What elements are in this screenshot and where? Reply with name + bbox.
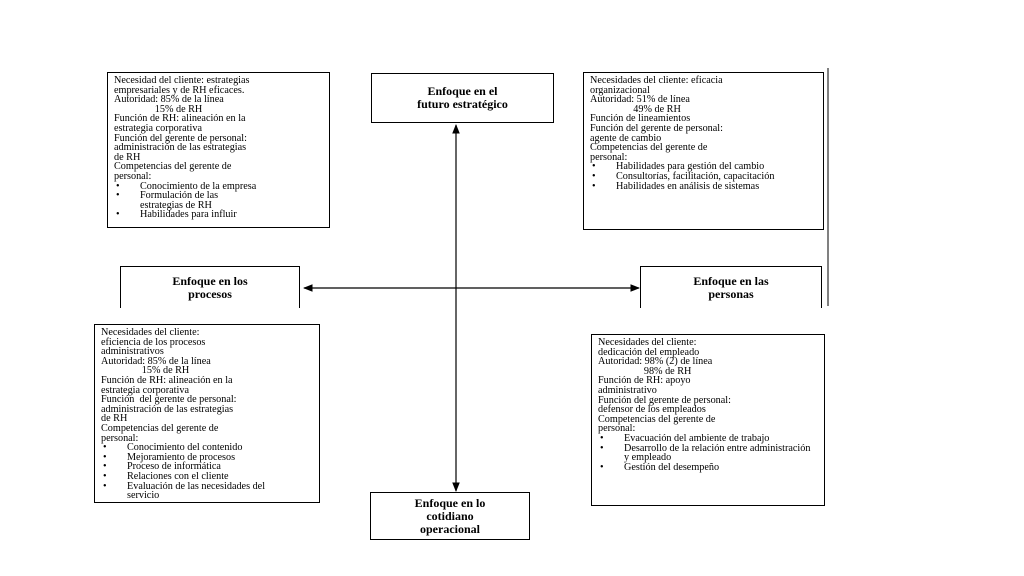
focus-box-strategic (371, 73, 554, 123)
competency-list (590, 162, 800, 191)
list-item-label: Conocimiento del contenido (127, 442, 243, 454)
info-line: Función del gerente de personal: (590, 122, 723, 134)
list-item-label: Evacuación del ambiente de trabajo (624, 432, 770, 444)
bullet-icon: • (116, 190, 120, 202)
list-item-label: Formulación de las estrategias de RH (140, 190, 219, 211)
list-item-label: Habilidades en análisis de sistemas (616, 180, 760, 192)
info-line: personal: (590, 151, 628, 163)
quadrant-lines (590, 76, 817, 162)
focus-operational-line1: Enfoque en lo (414, 495, 486, 510)
info-line: defensor de los empleados (598, 404, 706, 416)
info-line: administrativos (101, 346, 164, 358)
list-item-label: Proceso de informática (127, 461, 221, 473)
list-item-label: Evaluación de las necesidades del servicio (127, 480, 266, 502)
list-item (598, 444, 814, 463)
info-line: Función de RH: alineación en la (101, 374, 233, 386)
focus-box-operational (370, 492, 530, 540)
info-line: Autoridad: 85% de la línea (101, 355, 211, 367)
info-line: empresariales y de RH eficaces. (114, 84, 245, 96)
info-line: 49% de RH (590, 103, 681, 115)
list-item (590, 182, 800, 192)
focus-operational-line2: cotidiano (426, 508, 474, 523)
focus-processes-line1: Enfoque en los (172, 273, 248, 288)
info-line: Competencias del gerente de (598, 413, 716, 425)
focus-strategic-line2: futuro estratégico (417, 97, 508, 111)
list-item-label: Habilidades para gestión del cambio (616, 161, 765, 173)
bullet-icon: • (103, 470, 107, 482)
competency-list (114, 182, 310, 220)
bullet-icon: • (600, 461, 604, 473)
bullet-icon: • (600, 432, 604, 444)
info-line: organizacional (590, 84, 650, 96)
quadrant-lines (598, 338, 818, 434)
info-line: eficiencia de los procesos (101, 336, 206, 348)
list-item (114, 191, 260, 210)
info-line: Función de lineamientos (590, 113, 691, 125)
info-line: Función de RH: alineación en la (114, 113, 246, 125)
focus-people-line1: Enfoque en las (693, 273, 769, 288)
focus-people-line2: personas (708, 286, 754, 301)
bullet-icon: • (103, 451, 107, 463)
info-line: Necesidades del cliente: eficacia (590, 75, 723, 86)
bullet-icon: • (116, 209, 120, 221)
info-line: personal: (598, 423, 636, 435)
list-item-label: Conocimiento de la empresa (140, 180, 257, 192)
info-line: 98% de RH (598, 365, 692, 377)
bullet-icon: • (592, 161, 596, 173)
focus-strategic-line1: Enfoque en el (427, 84, 498, 98)
info-line: Función del gerente de personal: (101, 394, 237, 406)
info-line: Autoridad: 51% de línea (590, 94, 690, 106)
list-item-label: Mejoramiento de procesos (127, 451, 236, 463)
info-line: Función del gerente de personal: (114, 132, 247, 144)
quadrant-lines (101, 328, 313, 443)
info-line: Competencias del gerente de (101, 422, 219, 434)
bullet-icon: • (103, 480, 107, 492)
list-item-label: Gestión del desempeño (624, 461, 720, 473)
quadrant-top-right (583, 72, 824, 230)
quadrant-bottom-left (94, 324, 320, 503)
info-line: administración de las estrategias (101, 403, 234, 415)
info-line: 15% de RH (101, 365, 190, 377)
focus-processes-line2: procesos (188, 286, 232, 301)
info-line: Necesidades del cliente: (598, 337, 697, 348)
focus-box-people (640, 266, 822, 308)
info-line: Función de RH: apoyo (598, 375, 691, 387)
quadrant-top-left (107, 72, 330, 228)
info-line: Autoridad: 85% de la línea (114, 94, 224, 106)
focus-operational-line3: operacional (420, 521, 480, 536)
list-item (598, 463, 808, 473)
info-line: Autoridad: 98% (2) de línea (598, 356, 713, 368)
bullet-icon: • (116, 180, 120, 192)
list-item-label: Habilidades para influir (140, 209, 237, 221)
list-item (101, 482, 287, 501)
bullet-icon: • (592, 170, 596, 182)
quadrant-lines (114, 76, 323, 182)
info-line: dedicación del empleado (598, 346, 700, 358)
info-line: Función del gerente de personal: (598, 394, 731, 406)
info-line: Necesidades del cliente: (101, 327, 200, 338)
bullet-icon: • (592, 180, 596, 192)
competency-list (101, 443, 307, 501)
info-line: Competencias del gerente de (590, 142, 708, 154)
info-line: 15% de RH (114, 103, 203, 115)
list-item (114, 210, 310, 220)
info-line: administrativo (598, 384, 657, 396)
list-item-label: Relaciones con el cliente (127, 470, 229, 482)
list-item-label: Desarrollo de la relación entre administración y empleado (624, 442, 811, 464)
list-item-label: Consultorías, facilitación, capacitación (616, 170, 775, 182)
quadrant-bottom-right (591, 334, 825, 506)
focus-box-processes (120, 266, 300, 308)
info-line: estrategia corporativa (114, 122, 202, 134)
info-line: Necesidad del cliente: estrategias (114, 75, 250, 86)
info-line: de RH (101, 413, 128, 425)
info-line: agente de cambio (590, 132, 662, 144)
info-line: personal: (114, 170, 152, 182)
info-line: personal: (101, 432, 139, 444)
bullet-icon: • (600, 442, 604, 454)
info-line: estrategia corporativa (101, 384, 189, 396)
bullet-icon: • (103, 461, 107, 473)
info-line: administración de las estrategias (114, 142, 247, 154)
info-line: de RH (114, 151, 141, 163)
info-line: Competencias del gerente de (114, 161, 232, 173)
competency-list (598, 432, 811, 473)
bullet-icon: • (103, 442, 107, 454)
